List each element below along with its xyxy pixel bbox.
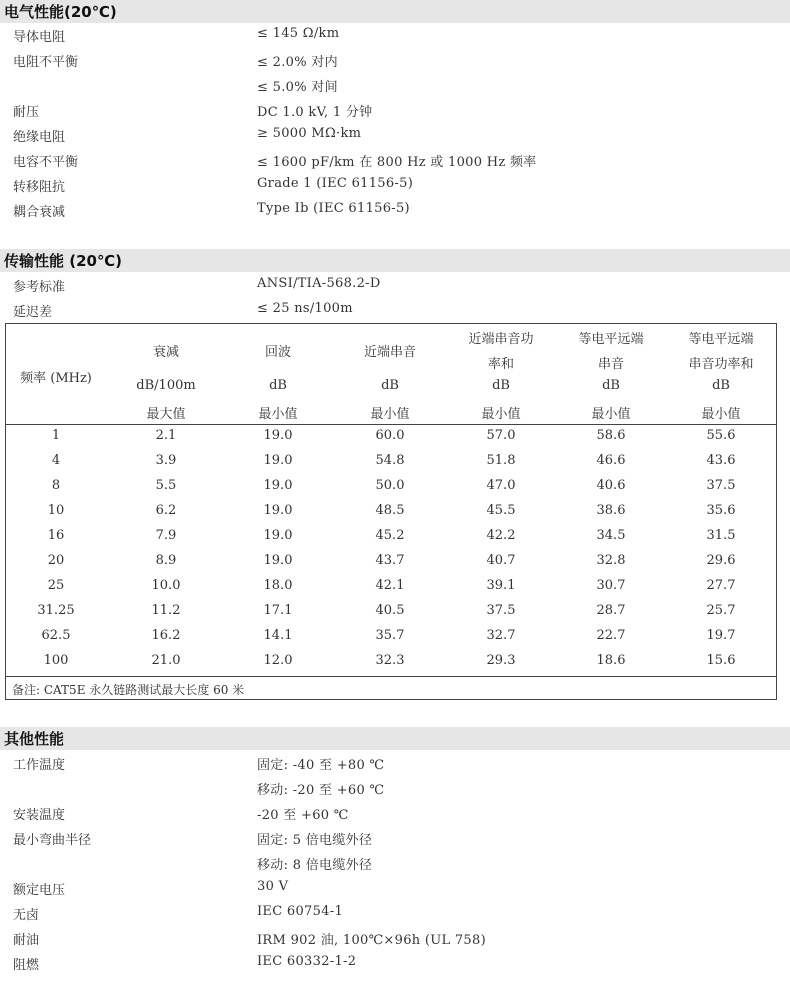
table-header-limit: 最大值: [146, 407, 186, 422]
table-cell: 60.0: [375, 428, 405, 443]
table-cell: 57.0: [486, 428, 516, 443]
spec-row: [0, 801, 790, 826]
table-cell: 32.8: [596, 553, 626, 568]
table-cell-frequency: 25: [47, 578, 65, 593]
table-header-name-line2: 串音功率和: [688, 357, 754, 372]
table-header-limit: 最小值: [370, 407, 410, 422]
table-cell: 19.0: [263, 503, 293, 518]
table-cell: 43.6: [706, 453, 736, 468]
table-cell: 29.6: [706, 553, 736, 568]
spec-row: [0, 173, 790, 198]
table-cell: 50.0: [375, 478, 405, 493]
spec-label: 电阻不平衡: [13, 55, 79, 70]
table-cell: 46.6: [596, 453, 626, 468]
spec-label: 阻燃: [13, 958, 40, 973]
spec-row: [0, 148, 790, 173]
spec-value: IEC 60754-1: [257, 904, 344, 919]
table-cell: 37.5: [706, 478, 736, 493]
spec-row: [0, 198, 790, 223]
spec-value: 移动: 8 倍电缆外径: [257, 858, 373, 873]
table-cell: 3.9: [155, 453, 177, 468]
spec-row: [0, 73, 790, 98]
spec-row: [0, 98, 790, 123]
spec-value: Grade 1 (IEC 61156-5): [257, 176, 414, 191]
performance-table: [5, 323, 777, 700]
spec-value: DC 1.0 kV, 1 分钟: [257, 105, 373, 120]
table-note: 备注: CAT5E 永久链路测试最大长度 60 米: [12, 683, 245, 697]
table-cell: 30.7: [596, 578, 626, 593]
table-cell-frequency: 100: [43, 653, 69, 668]
table-cell: 18.0: [263, 578, 293, 593]
table-header-name-line2: 串音: [597, 357, 624, 372]
table-cell-frequency: 62.5: [41, 628, 71, 643]
table-header-name: 近端串音功: [468, 332, 534, 347]
spec-label: 额定电压: [13, 883, 66, 898]
spec-label: 安装温度: [13, 808, 66, 823]
table-cell: 40.7: [486, 553, 516, 568]
table-cell: 2.1: [155, 428, 177, 443]
table-cell: 47.0: [486, 478, 516, 493]
table-cell: 48.5: [375, 503, 405, 518]
spec-value: ≤ 1600 pF/km 在 800 Hz 或 1000 Hz 频率: [257, 155, 537, 170]
spec-row: [0, 926, 790, 951]
table-cell: 27.7: [706, 578, 736, 593]
spec-value: 移动: -20 至 +60 ℃: [257, 783, 385, 798]
spec-row: [0, 826, 790, 851]
spec-row: [0, 851, 790, 876]
spec-value: ≤ 145 Ω/km: [257, 26, 340, 41]
table-cell: 39.1: [486, 578, 516, 593]
table-cell: 16.2: [151, 628, 181, 643]
table-cell: 55.6: [706, 428, 736, 443]
table-cell: 35.6: [706, 503, 736, 518]
table-header-unit: dB: [712, 378, 730, 393]
table-header-name: 近端串音: [363, 345, 416, 360]
spec-label: 最小弯曲半径: [13, 833, 92, 848]
table-cell-frequency: 1: [51, 428, 61, 443]
table-cell: 10.0: [151, 578, 181, 593]
spec-value: ≤ 2.0% 对内: [257, 55, 338, 70]
table-cell-frequency: 10: [47, 503, 65, 518]
table-header-name: 回波: [264, 345, 291, 360]
table-cell: 42.2: [486, 528, 516, 543]
spec-label: 工作温度: [13, 758, 66, 773]
table-cell: 34.5: [596, 528, 626, 543]
table-cell: 17.1: [263, 603, 293, 618]
electrical-section-header: [0, 0, 790, 23]
table-cell: 54.8: [375, 453, 405, 468]
spec-row: [0, 23, 790, 48]
spec-label: 转移阻抗: [13, 180, 66, 195]
table-note-divider: [6, 676, 776, 677]
table-header-name: 等电平远端: [578, 332, 644, 347]
spec-value: 固定: -40 至 +80 ℃: [257, 758, 385, 773]
table-cell-frequency: 16: [47, 528, 65, 543]
spec-value: 固定: 5 倍电缆外径: [257, 833, 373, 848]
table-header-name-line2: 率和: [487, 357, 514, 372]
table-header-unit: dB: [381, 378, 399, 393]
table-cell: 32.3: [375, 653, 405, 668]
table-cell: 22.7: [596, 628, 626, 643]
table-cell: 31.5: [706, 528, 736, 543]
table-cell: 51.8: [486, 453, 516, 468]
table-cell: 14.1: [263, 628, 293, 643]
table-cell: 45.5: [486, 503, 516, 518]
table-cell-frequency: 4: [51, 453, 61, 468]
spec-label: 延迟差: [13, 305, 53, 320]
table-cell: 58.6: [596, 428, 626, 443]
table-cell: 38.6: [596, 503, 626, 518]
table-cell: 19.0: [263, 478, 293, 493]
spec-label: 耦合衰减: [13, 205, 66, 220]
table-header-divider: [6, 424, 776, 425]
other-section-title: 其他性能: [4, 730, 65, 748]
spec-label: 耐油: [13, 933, 40, 948]
table-cell: 19.0: [263, 553, 293, 568]
table-cell: 19.7: [706, 628, 736, 643]
spec-value: IEC 60332-1-2: [257, 954, 357, 969]
table-cell: 42.1: [375, 578, 405, 593]
spec-row: [0, 298, 790, 323]
table-cell: 18.6: [596, 653, 626, 668]
spec-row: [0, 123, 790, 148]
table-header-name: 等电平远端: [688, 332, 754, 347]
spec-value: 30 V: [257, 879, 289, 894]
table-cell: 45.2: [375, 528, 405, 543]
table-cell-frequency: 20: [47, 553, 65, 568]
spec-row: [0, 751, 790, 776]
other-section-header: [0, 727, 790, 750]
spec-row: [0, 876, 790, 901]
table-header-limit: 最小值: [701, 407, 741, 422]
table-cell: 40.6: [596, 478, 626, 493]
table-header-limit: 最小值: [258, 407, 298, 422]
table-cell: 8.9: [155, 553, 177, 568]
spec-row: [0, 776, 790, 801]
table-header-limit: 最小值: [591, 407, 631, 422]
table-cell: 11.2: [151, 603, 181, 618]
spec-label: 耐压: [13, 105, 40, 120]
table-cell: 25.7: [706, 603, 736, 618]
table-cell-frequency: 8: [51, 478, 61, 493]
spec-label: 电容不平衡: [13, 155, 79, 170]
spec-value: ≥ 5000 MΩ·km: [257, 126, 362, 141]
spec-row: [0, 273, 790, 298]
table-header-name: 衰减: [152, 345, 179, 360]
table-cell: 7.9: [155, 528, 177, 543]
spec-value: IRM 902 油, 100℃×96h (UL 758): [257, 933, 486, 948]
table-cell: 6.2: [155, 503, 177, 518]
table-cell: 37.5: [486, 603, 516, 618]
table-header-frequency: 频率 (MHz): [20, 371, 92, 386]
spec-row: [0, 901, 790, 926]
table-cell: 40.5: [375, 603, 405, 618]
table-header-limit: 最小值: [481, 407, 521, 422]
table-cell: 29.3: [486, 653, 516, 668]
electrical-section-title: 电气性能(20℃): [4, 3, 117, 21]
table-header-unit: dB: [492, 378, 510, 393]
spec-label: 绝缘电阻: [13, 130, 66, 145]
spec-label: 导体电阻: [13, 30, 66, 45]
transmission-section-header: [0, 249, 790, 272]
spec-value: Type Ib (IEC 61156-5): [257, 201, 410, 216]
table-header-unit: dB: [269, 378, 287, 393]
spec-value: ≤ 5.0% 对间: [257, 80, 338, 95]
table-cell: 43.7: [375, 553, 405, 568]
table-cell: 19.0: [263, 453, 293, 468]
spec-label: 无卤: [13, 908, 40, 923]
table-cell: 5.5: [155, 478, 177, 493]
table-cell: 32.7: [486, 628, 516, 643]
table-cell: 15.6: [706, 653, 736, 668]
table-header-unit: dB/100m: [136, 378, 196, 393]
spec-label: 参考标准: [13, 280, 66, 295]
table-header-unit: dB: [602, 378, 620, 393]
table-cell: 12.0: [263, 653, 293, 668]
spec-value: -20 至 +60 ℃: [257, 808, 349, 823]
table-cell: 21.0: [151, 653, 181, 668]
spec-value: ANSI/TIA-568.2-D: [257, 276, 381, 291]
spec-value: ≤ 25 ns/100m: [257, 301, 353, 316]
table-cell: 35.7: [375, 628, 405, 643]
spec-row: [0, 48, 790, 73]
table-cell: 19.0: [263, 428, 293, 443]
table-cell: 19.0: [263, 528, 293, 543]
table-cell: 28.7: [596, 603, 626, 618]
spec-row: [0, 951, 790, 976]
transmission-section-title: 传输性能 (20℃): [4, 252, 122, 270]
table-cell-frequency: 31.25: [37, 603, 75, 618]
